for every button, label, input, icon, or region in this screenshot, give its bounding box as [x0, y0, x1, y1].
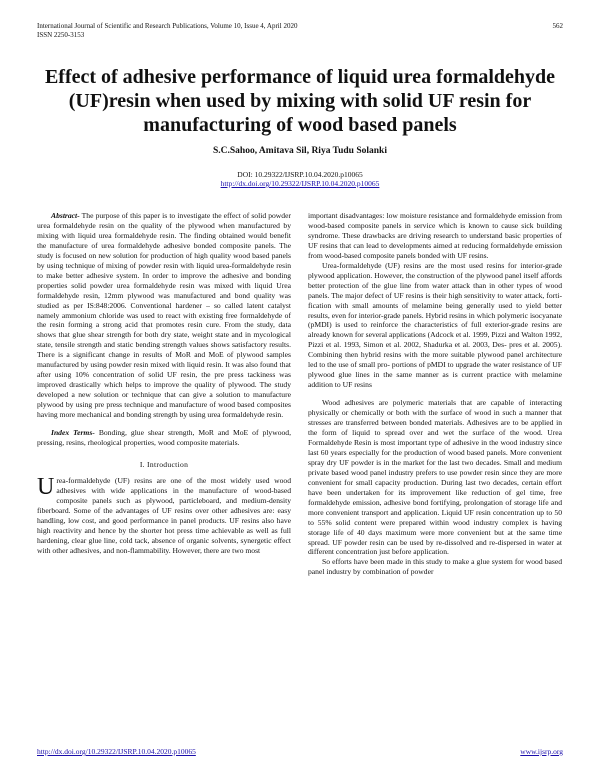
index-terms-text: Bonding, glue shear strength, MoR and MoE of plywood, pressing, resins, rheological properties, wood composite materials.: [37, 428, 291, 447]
page-footer: [37, 747, 563, 756]
footer-site-link[interactable]: www.ijsrp.org: [520, 747, 563, 756]
paragraph-2: Urea-formaldehyde (UF) resins are the most used resins for interior-grade plywood application. However, the construction of the plywood panel itself affords better protection of the glue line from water attack than in other types of wood panels. The major defect of UF resins is their high sensitivity to water attack, forti- fication with small amounts of melamine being generally used to yield better results, even for interior-grade panels. Hybrid resins in which polymeric isocyanate (pMDI) is used to reinforce the characteristics of full exterior-grade resins are already known for several applications (Adcock et al. 1999, Pizzi and Walton 1992, Pizzi et al. 1993, Simon et al. 2002, Shadurka et al. 2003, Des- pres et al. 2005). Combining then hybrid resins with the more suitable plywood panel architecture led to the use of small pro- portions of pMDI to upgrade the water resistance of UF plywood glue lines in the same manner as is current practice with melamine addition to UF resins: [308, 260, 562, 390]
page-header: [37, 22, 563, 40]
intro-text: rea-formaldehyde (UF) resins are one of the most widely used wood adhesives with wide applications in the manufacture of wood-based composite panels such as plywood, particleboard, and medium-density fiberboard. Some of the advantages of UF resins over other adhesives are: easy handling, low cost, and good performance in panel products. UF resins also have high reactivity and hence by the shorter hot press time achievable as well as full hardening, clear glue line, cold tack, absence of organic solvents, synergetic effect with other adhesives, and non-flammability. However, there are two most: [37, 475, 291, 555]
drop-cap: U: [37, 473, 55, 500]
footer-doi-link[interactable]: http://dx.doi.org/10.29322/IJSRP.10.04.2020.p10065: [37, 747, 196, 756]
index-terms-label: Index Terms-: [51, 428, 95, 438]
paragraph-1: important disadvantages: low moisture resistance and formaldehyde emission from wood-based composite panels in service which is known to cause sick building syndrome. These drawbacks are driving research to understand basic properties of UF resins that can lead to developments aimed at reducing formaldehyde emission from wood-based composite panels bonded with UF resins.: [308, 211, 562, 260]
page-number: 562: [552, 22, 563, 30]
intro-paragraph: [37, 473, 291, 556]
abstract-text: The purpose of this paper is to investigate the effect of solid powder urea formaldehyde resin on the quality of the plywood when manufactured by mixing with liquid urea formaldehyde resin. The finding obtained would benefit the manufacture of urea formaldehyde adhesive bonded composite panels. The study is focused on new solution for production of high quality wood based panels by using technique of mixing of powder resin with liquid urea-formaldehyde resin to make better adhesive system. In order to improve the adhesive and bonding properties solid powder urea formaldehyde resin was mixed with liquid Urea formaldehyde resin, 12mm plywood was manufactured and bond quality was studied as per IS:848:2006. Conventional hardener – so called latent catalyst namely ammonium chloride was used to react with existing free formaldehyde of the resin forming a strong acid that promotes resin cure. From the study, data shows that glue shear strength for both dry state, weight state and in mycological state, tensile strength and static bending strength values shows satisfactory results. There is a significant change in results of MoR and MoE of plywood samples manufactured by using powder resin mixed with liquid resin. It was also found that after using 10% concentration of solid UF resin, the pre press tackiness was improved drastically which helps to improve the quality of plywood. The study developed a new solution or technique that can give a solution to manufacture plywood by using pre press technique and manufacture of wood based composites having more mechanical and bonding strength by using urea formaldehyde resin.: [37, 211, 291, 420]
right-column: [308, 211, 562, 577]
paragraph-3: Wood adhesives are polymeric materials that are capable of interacting physically or chemically or both with the surface of wood in such a manner that stresses are transferred between bonded materials. Adhesives are to be applied in the form of liquid to spread over and wet the surface of the wood. Urea Formaldehyde Resin is most important type of adhesive in the wood industry since last 60 years especially for the production of wood based panels. More convenient spray dry UF powder is in the market for the last two decades. Small and medium private based wood panel industry prefers to use powder resin since they are more convenient for small capacity production. During last two decades, certain effort have been undertaken for its improvement like reduction of gel time, free formaldehyde emission, adhesive bond fortifying, prolongation of storage life and more convenient transport and application. Liquid UF resin concentration up to 50 to 55% solid content were prepared within wood industry complex is having storage life of 40 days maximum were more convenient but at the same time spread. UF powder resin can be used by re-dissolved and re-dispersed in water at different concentration just before application.: [308, 398, 562, 557]
doi-text: DOI: 10.29322/IJSRP.10.04.2020.p10065: [237, 170, 363, 179]
abstract-label: Abstract-: [51, 211, 80, 220]
doi-block: [40, 170, 560, 188]
index-terms: [37, 428, 291, 448]
left-column: [37, 211, 291, 556]
journal-name: International Journal of Scientific and Research Publications, Volume 10, Issue 4, April 2020: [37, 22, 298, 30]
authors: S.C.Sahoo, Amitava Sil, Riya Tudu Solanki: [213, 146, 387, 156]
doi-link[interactable]: http://dx.doi.org/10.29322/IJSRP.10.04.2020.p10065: [220, 179, 380, 188]
paper-title: Effect of adhesive performance of liquid urea formaldehyde (UF)resin when used by mixing with solid UF resin for manufacturing of wood based panels: [44, 66, 556, 136]
abstract: [37, 211, 291, 420]
issn: ISSN 2250-3153: [37, 31, 85, 39]
paragraph-4: So efforts have been made in this study to make a glue system for wood based panel industry by combination of powder: [308, 557, 562, 577]
section-heading-introduction: I. Introduction: [139, 459, 189, 469]
